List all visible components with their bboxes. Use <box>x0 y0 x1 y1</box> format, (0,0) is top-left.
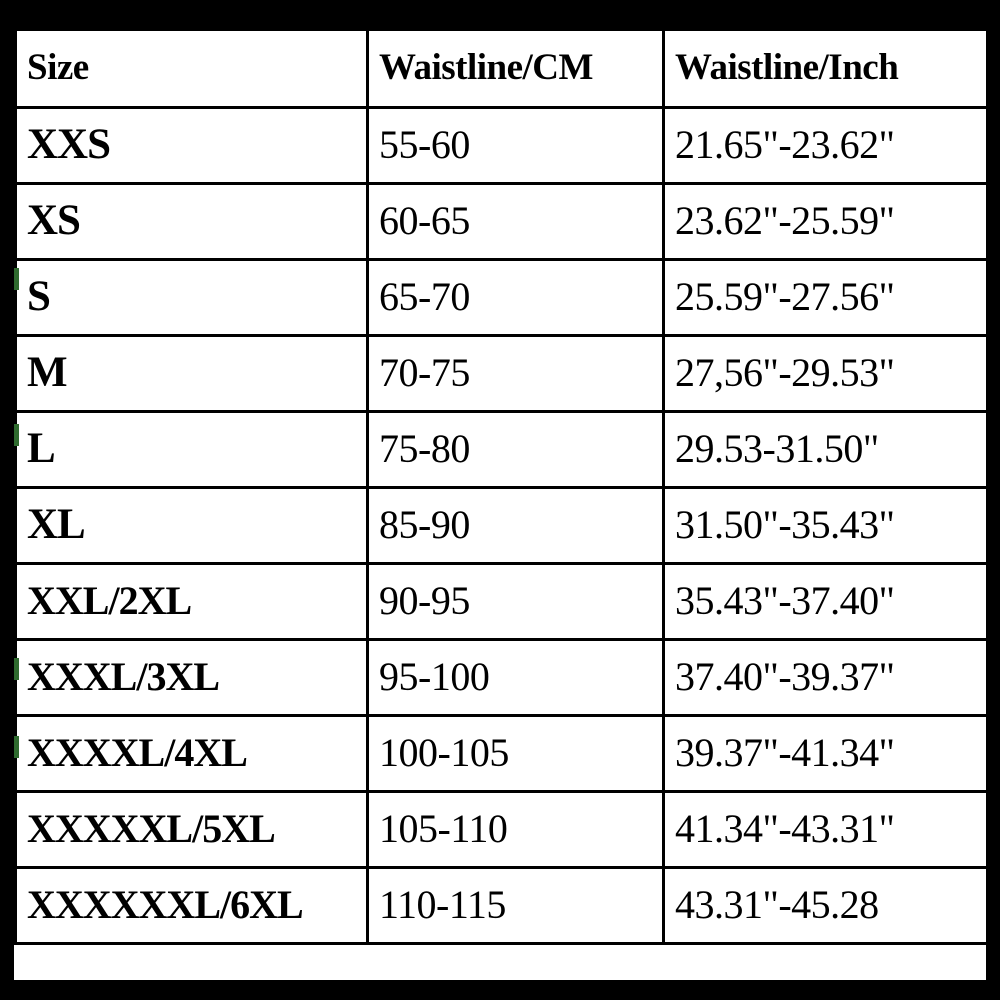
cell-waistline-cm: 105-110 <box>368 792 664 868</box>
cell-waistline-cm: 75-80 <box>368 412 664 488</box>
cell-size: XXL/2XL <box>16 564 368 640</box>
cell-waistline-cm: 65-70 <box>368 260 664 336</box>
cell-waistline-cm: 55-60 <box>368 108 664 184</box>
table-row <box>16 564 987 640</box>
table-row <box>16 488 987 564</box>
table-row <box>16 412 987 488</box>
table-row <box>16 640 987 716</box>
table-row <box>16 792 987 868</box>
cell-waistline-cm: 85-90 <box>368 488 664 564</box>
cell-waistline-inch: 27,56"-29.53" <box>664 336 987 412</box>
cell-waistline-inch: 37.40"-39.37" <box>664 640 987 716</box>
table-row <box>16 868 987 944</box>
table-row <box>16 108 987 184</box>
cell-waistline-inch: 25.59"-27.56" <box>664 260 987 336</box>
cell-size: XXXXXL/5XL <box>16 792 368 868</box>
cell-size: XL <box>16 488 368 564</box>
column-header-waistline-cm: Waistline/CM <box>368 30 664 108</box>
cell-waistline-cm: 95-100 <box>368 640 664 716</box>
cell-waistline-inch: 43.31"-45.28 <box>664 868 987 944</box>
column-header-size: Size <box>16 30 368 108</box>
cell-waistline-cm: 110-115 <box>368 868 664 944</box>
column-header-waistline-inch: Waistline/Inch <box>664 30 987 108</box>
cell-waistline-cm: 100-105 <box>368 716 664 792</box>
cell-waistline-inch: 41.34"-43.31" <box>664 792 987 868</box>
cell-size: XXXL/3XL <box>16 640 368 716</box>
table-row <box>16 336 987 412</box>
cell-waistline-inch: 31.50"-35.43" <box>664 488 987 564</box>
cell-size: S <box>16 260 368 336</box>
cell-size: L <box>16 412 368 488</box>
cell-size: XXS <box>16 108 368 184</box>
cell-size: M <box>16 336 368 412</box>
table-row <box>16 184 987 260</box>
cell-size: XXXXL/4XL <box>16 716 368 792</box>
cell-waistline-inch: 39.37"-41.34" <box>664 716 987 792</box>
cell-waistline-inch: 23.62"-25.59" <box>664 184 987 260</box>
table-body <box>16 108 987 944</box>
cell-waistline-cm: 90-95 <box>368 564 664 640</box>
cell-waistline-inch: 35.43"-37.40" <box>664 564 987 640</box>
table-header-row <box>16 30 987 108</box>
cell-waistline-inch: 29.53-31.50" <box>664 412 987 488</box>
size-chart-table <box>14 28 986 945</box>
cell-waistline-inch: 21.65"-23.62" <box>664 108 987 184</box>
cell-waistline-cm: 70-75 <box>368 336 664 412</box>
cell-size: XS <box>16 184 368 260</box>
table-row <box>16 716 987 792</box>
cell-size: XXXXXXL/6XL <box>16 868 368 944</box>
cell-waistline-cm: 60-65 <box>368 184 664 260</box>
size-chart-container <box>14 28 986 980</box>
table-row <box>16 260 987 336</box>
